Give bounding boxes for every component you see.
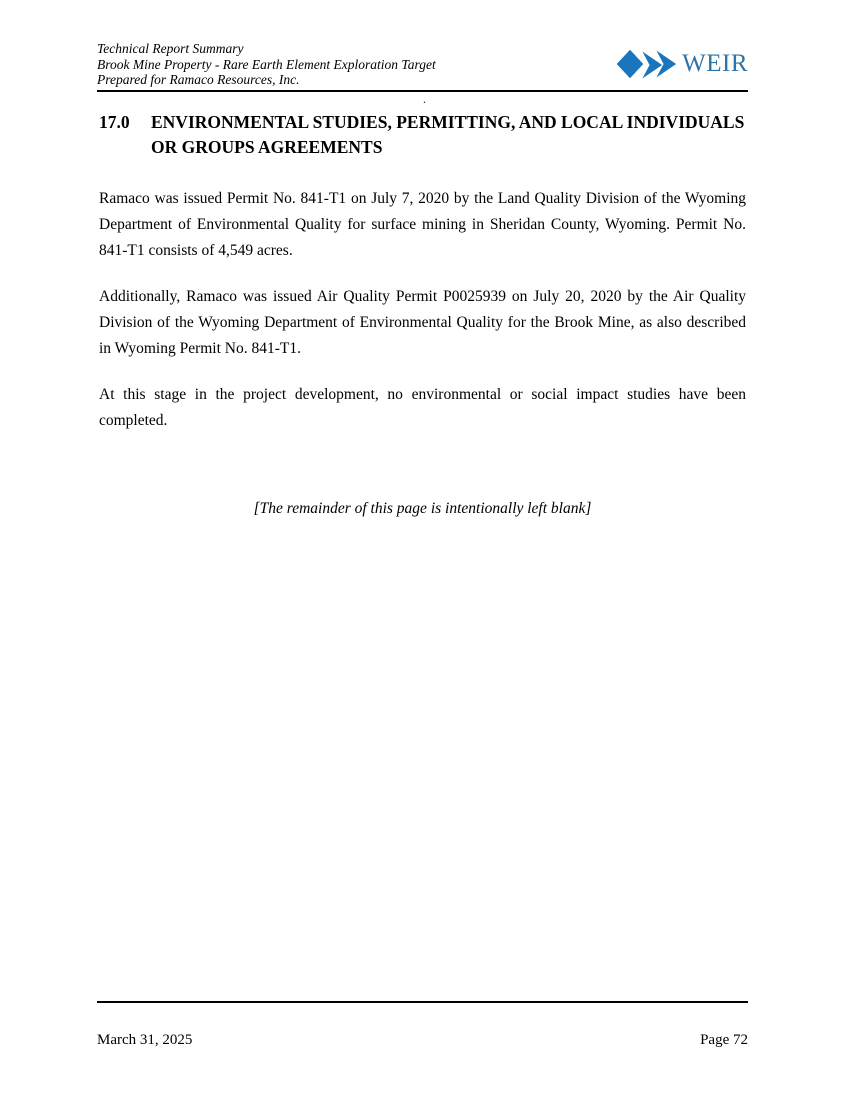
header-line-prepared-for: Prepared for Ramaco Resources, Inc.	[97, 72, 300, 87]
footer-page-number: Page 72	[700, 1032, 748, 1048]
footer-date: March 31, 2025	[97, 1032, 193, 1048]
stray-period-mark: .	[422, 91, 427, 106]
weir-diamonds-icon	[615, 47, 679, 81]
intentionally-blank-notice: [The remainder of this page is intentionally left blank]	[253, 500, 592, 517]
section-number: 17.0	[99, 112, 130, 132]
paragraph-permit-841: Ramaco was issued Permit No. 841-T1 on July 7, 2020 by the Land Quality Division of the Wyoming Department of Environmental Quality for surface mining in Sheridan County, Wyoming. Permit No. 841-T1 consists of 4,549 acres.	[99, 190, 746, 259]
weir-logo	[615, 47, 748, 81]
paragraph-impact-studies: At this stage in the project development, no environmental or social impact studies have been completed.	[99, 386, 746, 429]
page-header	[97, 41, 748, 92]
section-title: ENVIRONMENTAL STUDIES, PERMITTING, AND LOCAL INDIVIDUALS OR GROUPS AGREEMENTS	[151, 112, 745, 157]
header-title-block	[97, 41, 436, 88]
header-line-report-type: Technical Report Summary	[97, 41, 244, 56]
page-content	[99, 110, 746, 518]
paragraph-air-quality-permit: Additionally, Ramaco was issued Air Quality Permit P0025939 on July 20, 2020 by the Air Quality Division of the Wyoming Department of Environmental Quality for the Brook Mine, as also described in Wyoming Permit No. 841-T1.	[99, 288, 746, 357]
page-footer	[97, 1001, 748, 1049]
weir-logo-text: WEIR	[682, 50, 748, 77]
header-line-property: Brook Mine Property - Rare Earth Element Exploration Target	[97, 56, 436, 72]
section-heading	[99, 110, 746, 160]
